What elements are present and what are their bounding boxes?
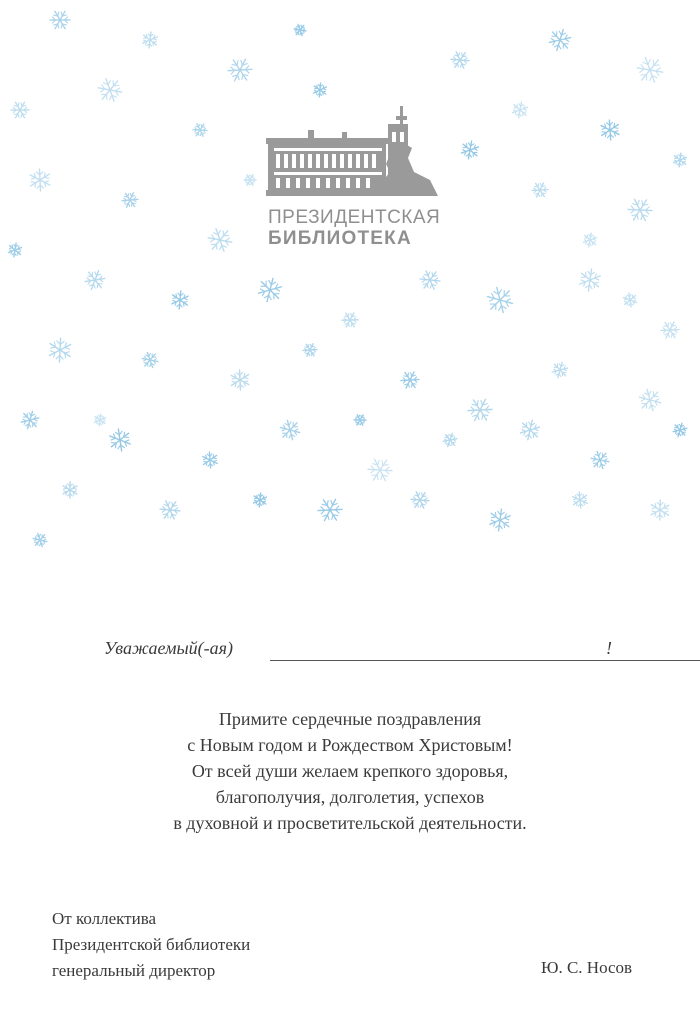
snowflake-icon xyxy=(156,496,184,524)
snowflake-icon xyxy=(25,165,56,196)
snowflake-icon xyxy=(672,152,688,168)
snowflake-icon xyxy=(481,281,518,318)
snowflake-icon xyxy=(546,26,574,54)
snowflake-icon xyxy=(632,52,669,89)
snowflake-icon xyxy=(314,494,347,527)
snowflake-icon xyxy=(487,508,512,533)
snowflake-icon xyxy=(242,172,259,188)
signature-line: От коллектива xyxy=(52,909,157,928)
snowflake-icon xyxy=(190,120,210,140)
snowflake-icon xyxy=(104,424,135,455)
snowflake-icon xyxy=(276,416,305,445)
snowflake-icon xyxy=(312,82,327,97)
snowflake-icon xyxy=(464,394,497,426)
snowflake-icon xyxy=(511,101,530,120)
snowflake-icon xyxy=(550,360,570,380)
snowflake-icon xyxy=(623,193,657,226)
logo-title-line1: ПРЕЗИДЕНТСКАЯ xyxy=(268,207,441,228)
snowflake-icon xyxy=(226,366,254,394)
snowflake-icon xyxy=(634,384,665,415)
snowflake-icon xyxy=(587,447,613,473)
snowflake-icon xyxy=(252,492,267,507)
snowflake-icon xyxy=(8,98,33,123)
director-name: Ю. С. Носов xyxy=(541,958,633,977)
snowflake-icon xyxy=(170,290,190,309)
snowflake-icon xyxy=(569,489,592,512)
snowflake-icon xyxy=(141,31,159,49)
snowflake-icon xyxy=(671,421,689,438)
signature-block xyxy=(52,906,250,984)
snowflake-icon xyxy=(582,232,598,248)
snowflake-icon xyxy=(199,449,221,471)
snowflake-icon xyxy=(291,21,308,38)
signature-line: генеральный директор xyxy=(52,961,216,980)
snowflake-icon xyxy=(7,242,23,258)
message-line: с Новым годом и Рождеством Христовым! xyxy=(187,735,513,755)
snowflake-icon xyxy=(139,349,162,372)
snowflake-icon xyxy=(93,73,127,107)
snowflake-icon xyxy=(255,275,285,304)
snowflake-icon xyxy=(441,431,459,449)
snowflake-icon xyxy=(459,140,480,161)
snowflake-icon xyxy=(30,530,50,550)
snowflake-icon xyxy=(82,267,108,293)
greeting-message xyxy=(100,706,600,836)
snowflake-icon xyxy=(620,290,640,310)
snowflake-icon xyxy=(119,189,141,210)
greeting-exclamation: ! xyxy=(606,638,612,658)
snowflake-icon xyxy=(301,341,320,360)
message-line: Примите сердечные поздравления xyxy=(218,709,482,729)
snowflake-icon xyxy=(46,6,74,33)
snowflake-icon xyxy=(47,337,73,362)
snowflake-icon xyxy=(363,453,397,486)
logo-title-line2: БИБЛИОТЕКА xyxy=(268,228,412,249)
greeting-row xyxy=(104,636,624,666)
greeting-label: Уважаемый(-ая) xyxy=(104,638,234,658)
recipient-name-line xyxy=(270,660,700,661)
snowflake-icon xyxy=(62,482,78,498)
message-line: благополучия, долголетия, успехов xyxy=(215,787,485,807)
snowflake-icon xyxy=(352,412,369,429)
snowflake-icon xyxy=(203,223,237,257)
snowflake-icon xyxy=(529,179,551,201)
snowflake-icon xyxy=(407,487,432,512)
snowflake-icon xyxy=(224,54,257,86)
snowflake-icon xyxy=(577,268,602,293)
snowflake-icon xyxy=(518,418,542,442)
message-line: в духовной и просветительской деятельности. xyxy=(173,813,527,833)
snowflake-icon xyxy=(658,318,682,342)
snowflake-icon xyxy=(398,368,422,392)
snowflake-icon xyxy=(19,409,42,431)
snowflake-icon xyxy=(416,266,444,294)
signature-line: Президентской библиотеки xyxy=(52,935,251,954)
snowflake-icon xyxy=(93,414,106,427)
snowflake-icon xyxy=(596,116,624,144)
snowflake-icon xyxy=(650,500,671,521)
message-line: От всей души желаем крепкого здоровья, xyxy=(191,761,509,781)
snowflake-icon xyxy=(447,47,472,72)
snowflake-icon xyxy=(339,309,361,331)
